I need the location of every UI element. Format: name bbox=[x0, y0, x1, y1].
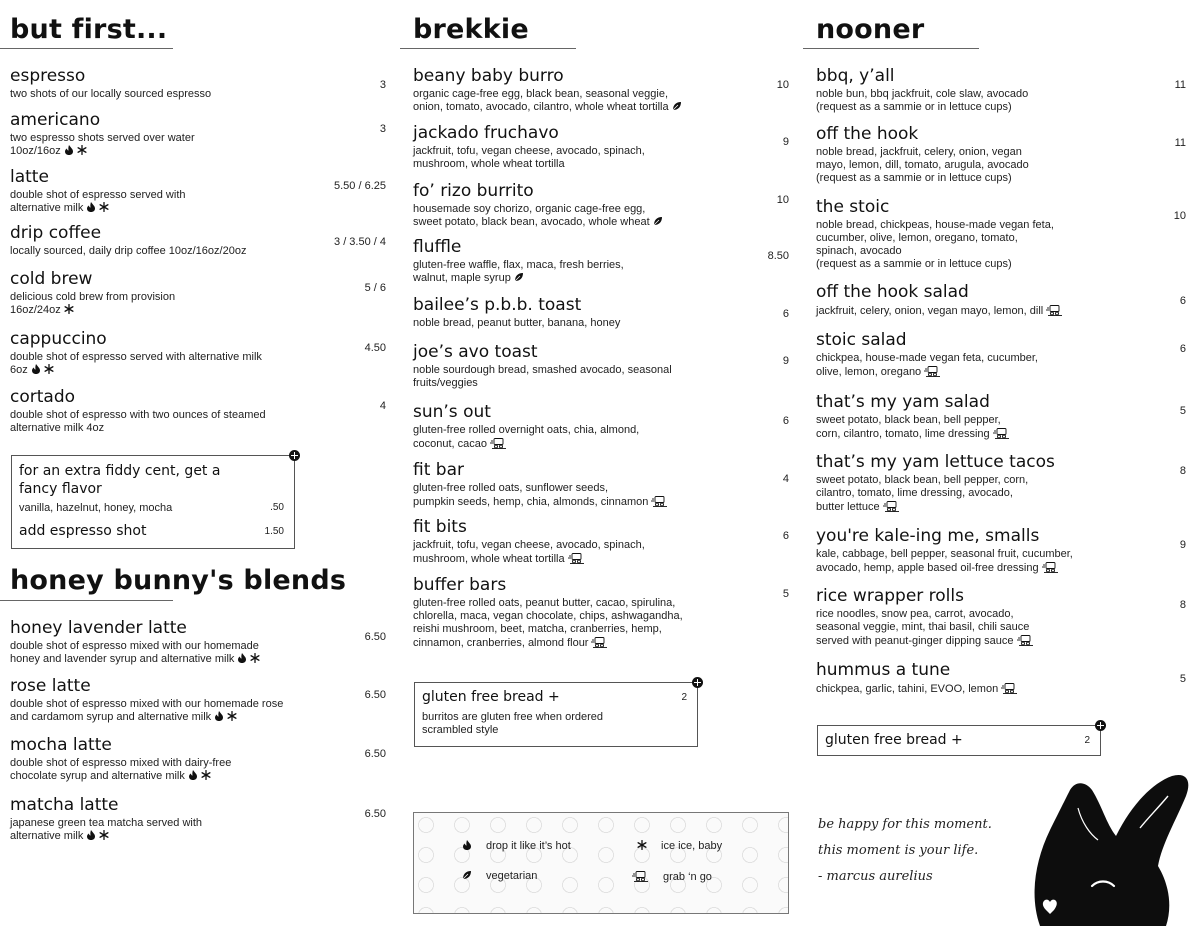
menu-item-name: matcha latte bbox=[10, 795, 119, 815]
menu-item-name: bailee’s p.b.b. toast bbox=[413, 295, 582, 315]
menu-item bbox=[413, 342, 789, 390]
menu-item-description: double shot of espresso served with alternative milk 6oz bbox=[10, 351, 262, 376]
menu-item-name: that’s my yam lettuce tacos bbox=[816, 452, 1055, 472]
menu-item-name: mocha latte bbox=[10, 735, 112, 755]
menu-item-price: 6 bbox=[782, 530, 789, 542]
gluten-free-box-nooner bbox=[817, 725, 1101, 756]
menu-item bbox=[816, 330, 1186, 379]
menu-item-price: 6.50 bbox=[364, 808, 386, 820]
legend-hot: drop it like it’s hot bbox=[462, 840, 571, 852]
menu-item-description: noble bun, bbq jackfruit, cole slaw, avocado (request as a sammie or in lettuce cups) bbox=[816, 88, 1029, 113]
gf-bread-name: gluten free bread + bbox=[825, 732, 963, 748]
menu-item bbox=[413, 402, 789, 451]
menu-item-name: bbq, y’all bbox=[816, 66, 895, 86]
menu-item-description: chickpea, house-made vegan feta, cucumber, olive, lemon, oregano bbox=[816, 352, 1038, 378]
menu-item-name: latte bbox=[10, 167, 49, 187]
menu-item-description: sweet potato, black bean, bell pepper, corn, cilantro, tomato, lime dressing bbox=[816, 414, 1186, 441]
menu-item-price: 8 bbox=[1179, 465, 1186, 477]
menu-item-price: 3 / 3.50 / 4 bbox=[334, 236, 386, 248]
menu-item-name: espresso bbox=[10, 66, 86, 86]
menu-item-price: 5.50 / 6.25 bbox=[334, 180, 386, 192]
menu-item-description: jackfruit, celery, onion, vegan mayo, lemon, dill bbox=[816, 304, 1186, 318]
menu-item bbox=[10, 735, 386, 783]
menu-item bbox=[413, 181, 789, 229]
menu-item-name: fluffle bbox=[413, 237, 462, 257]
menu-item-name: rose latte bbox=[10, 676, 91, 696]
extra-flavor-name: for an extra fiddy cent, get a fancy flavor bbox=[19, 463, 221, 497]
extra-flavor-desc: vanilla, hazelnut, honey, mocha bbox=[19, 502, 173, 514]
grab-and-go-icon bbox=[568, 552, 585, 564]
snowflake-icon bbox=[201, 770, 211, 780]
menu-item bbox=[10, 387, 386, 435]
grab-and-go-icon bbox=[1046, 304, 1063, 316]
menu-item bbox=[816, 66, 1186, 114]
bunny-illustration bbox=[1020, 768, 1200, 926]
menu-item-description: locally sourced, daily drip coffee 10oz/16oz/20oz bbox=[10, 245, 247, 257]
menu-item-price: 9 bbox=[1179, 539, 1186, 551]
plus-icon bbox=[692, 677, 703, 688]
menu-item bbox=[816, 197, 1186, 271]
menu-item-price: 6.50 bbox=[364, 631, 386, 643]
menu-item bbox=[10, 167, 386, 215]
menu-item bbox=[816, 124, 1186, 185]
extra-shot-name: add espresso shot bbox=[19, 523, 147, 539]
menu-item-description: kale, cabbage, bell pepper, seasonal fruit, cucumber, avocado, hemp, apple based oil-free dressing bbox=[816, 548, 1073, 574]
grab-and-go-icon bbox=[1001, 682, 1018, 694]
menu-item bbox=[413, 517, 789, 566]
section-title-honey-bunny: honey bunny's blends bbox=[10, 565, 347, 596]
menu-item-price: 11 bbox=[1174, 137, 1186, 149]
leaf-icon bbox=[514, 272, 524, 282]
menu-item bbox=[10, 223, 386, 258]
menu-item-name: stoic salad bbox=[816, 330, 907, 350]
menu-item-description: jackfruit, tofu, vegan cheese, avocado, spinach, mushroom, whole wheat tortilla bbox=[413, 539, 645, 565]
menu-item-description: noble bread, chickpeas, house-made vegan feta, cucumber, olive, lemon, oregano, tomato, spinach, avocado (request as a sammie or in lettuce cups) bbox=[816, 219, 1054, 270]
menu-item-name: sun’s out bbox=[413, 402, 491, 422]
menu-item bbox=[10, 676, 386, 724]
menu-item-description: housemade soy chorizo, organic cage-free egg, sweet potato, black bean, avocado, whole wheat bbox=[413, 203, 789, 229]
snowflake-icon bbox=[99, 202, 109, 212]
menu-item-description: double shot of espresso mixed with our homemade rose and cardamom syrup and alternative milk bbox=[10, 698, 284, 723]
menu-item-name: you're kale-ing me, smalls bbox=[816, 526, 1040, 546]
menu-item-name: that’s my yam salad bbox=[816, 392, 990, 412]
gf-bread-name: gluten free bread + bbox=[422, 689, 560, 705]
snowflake-icon bbox=[77, 145, 87, 155]
menu-item-description: japanese green tea matcha served with alternative milk bbox=[10, 817, 203, 842]
menu-item-price: 10 bbox=[776, 79, 789, 91]
plus-icon bbox=[1095, 720, 1106, 731]
menu-item-description: two espresso shots served over water 10oz/16oz bbox=[10, 132, 195, 157]
menu-item bbox=[413, 460, 789, 509]
section-title-but-first: but first... bbox=[10, 14, 168, 45]
grab-and-go-icon bbox=[924, 365, 941, 377]
grab-and-go-icon bbox=[1042, 561, 1059, 573]
menu-item-description: noble bread, peanut butter, banana, honey bbox=[413, 317, 621, 329]
menu-item bbox=[413, 295, 789, 330]
menu-item-description: gluten-free waffle, flax, maca, fresh berries, walnut, maple syrup bbox=[413, 259, 624, 284]
section-title-nooner: nooner bbox=[816, 14, 925, 45]
snowflake-icon bbox=[99, 830, 109, 840]
menu-item bbox=[10, 329, 386, 377]
menu-item bbox=[816, 526, 1186, 575]
menu-item bbox=[816, 452, 1186, 514]
grab-and-go-icon bbox=[1017, 634, 1034, 646]
menu-item-price: 6 bbox=[782, 308, 789, 320]
menu-item-name: joe’s avo toast bbox=[413, 342, 538, 362]
menu-item-name: the stoic bbox=[816, 197, 890, 217]
menu-item-price: 4 bbox=[782, 473, 789, 485]
menu-item-price: 5 / 6 bbox=[364, 282, 386, 294]
flame-icon bbox=[64, 145, 74, 155]
menu-item-name: fit bar bbox=[413, 460, 464, 480]
menu-item-price: 4 bbox=[379, 400, 386, 412]
menu-item-price: 6 bbox=[1179, 343, 1186, 355]
menu-item-name: americano bbox=[10, 110, 101, 130]
gf-bread-price: 2 bbox=[1084, 735, 1090, 746]
legend-iced: ice ice, baby bbox=[637, 840, 722, 852]
snowflake-icon bbox=[637, 840, 647, 850]
flame-icon bbox=[462, 840, 472, 850]
menu-item-name: hummus a tune bbox=[816, 660, 951, 680]
menu-item-name: fo’ rizo burrito bbox=[413, 181, 534, 201]
flame-icon bbox=[188, 770, 198, 780]
menu-item-name: cappuccino bbox=[10, 329, 107, 349]
menu-item-name: fit bits bbox=[413, 517, 467, 537]
menu-item bbox=[10, 66, 386, 101]
menu-item-name: rice wrapper rolls bbox=[816, 586, 964, 606]
grab-and-go-icon bbox=[883, 500, 900, 512]
leaf-icon bbox=[653, 216, 663, 226]
section-rule bbox=[0, 48, 173, 49]
menu-item bbox=[816, 392, 1186, 441]
section-rule bbox=[803, 48, 979, 49]
menu-item bbox=[10, 269, 386, 317]
menu-item-price: 3 bbox=[379, 79, 386, 91]
icon-legend bbox=[413, 812, 789, 914]
menu-item-price: 4.50 bbox=[364, 342, 386, 354]
menu-item-name: beany baby burro bbox=[413, 66, 564, 86]
menu-item-description: gluten-free rolled oats, peanut butter, cacao, spirulina, chlorella, maca, vegan chocolate, chips, ashwagandha, reishi mushroom, beet, matcha, cranberries, hemp, cinnamon, cranberries, almond flour bbox=[413, 597, 683, 649]
menu-item-description: jackfruit, tofu, vegan cheese, avocado, spinach, mushroom, whole wheat tortilla bbox=[413, 145, 645, 170]
menu-item bbox=[10, 618, 386, 666]
menu-item-price: 5 bbox=[1179, 673, 1186, 685]
flame-icon bbox=[214, 711, 224, 721]
menu-item-description: noble bread, jackfruit, celery, onion, vegan mayo, lemon, dill, tomato, arugula, avocado (request as a sammie or in lettuce cups) bbox=[816, 146, 1029, 184]
extra-shot-price: 1.50 bbox=[264, 526, 284, 537]
menu-item-price: 6.50 bbox=[364, 689, 386, 701]
flame-icon bbox=[86, 830, 96, 840]
menu-item bbox=[816, 660, 1186, 696]
gluten-free-box-brekkie bbox=[414, 682, 698, 747]
menu-item-price: 5 bbox=[1179, 405, 1186, 417]
menu-item-name: off the hook bbox=[816, 124, 919, 144]
menu-item-price: 9 bbox=[782, 136, 789, 148]
menu-item bbox=[10, 795, 386, 843]
menu-item-description: double shot of espresso mixed with our homemade honey and lavender syrup and alternative milk bbox=[10, 640, 259, 665]
snowflake-icon bbox=[250, 653, 260, 663]
menu-item-name: buffer bars bbox=[413, 575, 507, 595]
menu-item-price: 9 bbox=[782, 355, 789, 367]
menu-item-description: chickpea, garlic, tahini, EVOO, lemon bbox=[816, 682, 1186, 696]
snowflake-icon bbox=[227, 711, 237, 721]
flame-icon bbox=[31, 364, 41, 374]
gf-bread-note: burritos are gluten free when ordered scrambled style bbox=[422, 711, 603, 736]
extra-flavor-price: .50 bbox=[270, 502, 284, 513]
grab-and-go-icon bbox=[993, 427, 1010, 439]
leaf-icon bbox=[462, 870, 472, 880]
menu-item-name: cold brew bbox=[10, 269, 93, 289]
menu-item-description: rice noodles, snow pea, carrot, avocado, seasonal veggie, mint, thai basil, chili sauce served with peanut-ginger dipping sauce bbox=[816, 608, 1186, 648]
menu-item-price: 8.50 bbox=[767, 250, 789, 262]
menu-item-price: 10 bbox=[1173, 210, 1186, 222]
snowflake-icon bbox=[44, 364, 54, 374]
legend-go: grab ‘n go bbox=[632, 870, 712, 883]
menu-item-price: 3 bbox=[379, 123, 386, 135]
menu-item bbox=[413, 66, 789, 114]
grab-and-go-icon bbox=[591, 636, 608, 648]
menu-item-price: 6.50 bbox=[364, 748, 386, 760]
menu-item-name: off the hook salad bbox=[816, 282, 969, 302]
menu-item-description: two shots of our locally sourced espresso bbox=[10, 88, 212, 100]
menu-item-description: organic cage-free egg, black bean, seasonal veggie, onion, tomato, avocado, cilantro, whole wheat tortilla bbox=[413, 88, 789, 114]
menu-item-name: drip coffee bbox=[10, 223, 102, 243]
menu-item bbox=[413, 575, 789, 650]
section-rule bbox=[400, 48, 576, 49]
gf-bread-price: 2 bbox=[681, 692, 687, 703]
menu-item-description: double shot of espresso served with alternative milk bbox=[10, 189, 186, 214]
grab-and-go-icon bbox=[632, 870, 649, 882]
menu-item-description: gluten-free rolled overnight oats, chia, almond, coconut, cacao bbox=[413, 424, 640, 450]
flame-icon bbox=[86, 202, 96, 212]
quote: be happy for this moment. this moment is your life. - marcus aurelius bbox=[818, 817, 992, 884]
leaf-icon bbox=[672, 101, 682, 111]
grab-and-go-icon bbox=[490, 437, 507, 449]
menu-item-price: 6 bbox=[782, 415, 789, 427]
menu-item bbox=[816, 282, 1186, 318]
section-title-brekkie: brekkie bbox=[413, 14, 529, 45]
menu-item-price: 10 bbox=[776, 194, 789, 206]
menu-item-description: gluten-free rolled oats, sunflower seeds, pumpkin seeds, hemp, chia, almonds, cinnamon bbox=[413, 482, 789, 509]
menu-item bbox=[413, 123, 789, 171]
menu-item-price: 11 bbox=[1174, 79, 1186, 91]
menu-item-description: double shot of espresso with two ounces of steamed alternative milk 4oz bbox=[10, 409, 266, 434]
menu-item-name: jackado fruchavo bbox=[413, 123, 559, 143]
menu-item bbox=[816, 586, 1186, 648]
section-rule bbox=[0, 600, 173, 601]
menu-item bbox=[10, 110, 386, 158]
menu-item-description: double shot of espresso mixed with dairy-free chocolate syrup and alternative milk bbox=[10, 757, 232, 782]
menu-item-description: delicious cold brew from provision 16oz/24oz bbox=[10, 291, 176, 316]
snowflake-icon bbox=[64, 304, 74, 314]
menu-item-price: 6 bbox=[1179, 295, 1186, 307]
extras-box bbox=[11, 455, 295, 549]
flame-icon bbox=[237, 653, 247, 663]
menu-item bbox=[413, 237, 789, 285]
menu-item-price: 8 bbox=[1179, 599, 1186, 611]
menu-item-description: noble sourdough bread, smashed avocado, seasonal fruits/veggies bbox=[413, 364, 672, 389]
menu-item-description: sweet potato, black bean, bell pepper, corn, cilantro, tomato, lime dressing, avocado, butter lettuce bbox=[816, 474, 1029, 513]
menu-item-name: honey lavender latte bbox=[10, 618, 187, 638]
menu-item-price: 5 bbox=[782, 588, 789, 600]
plus-icon bbox=[289, 450, 300, 461]
grab-and-go-icon bbox=[651, 495, 668, 507]
legend-veg: vegetarian bbox=[462, 870, 537, 882]
menu-item-name: cortado bbox=[10, 387, 76, 407]
